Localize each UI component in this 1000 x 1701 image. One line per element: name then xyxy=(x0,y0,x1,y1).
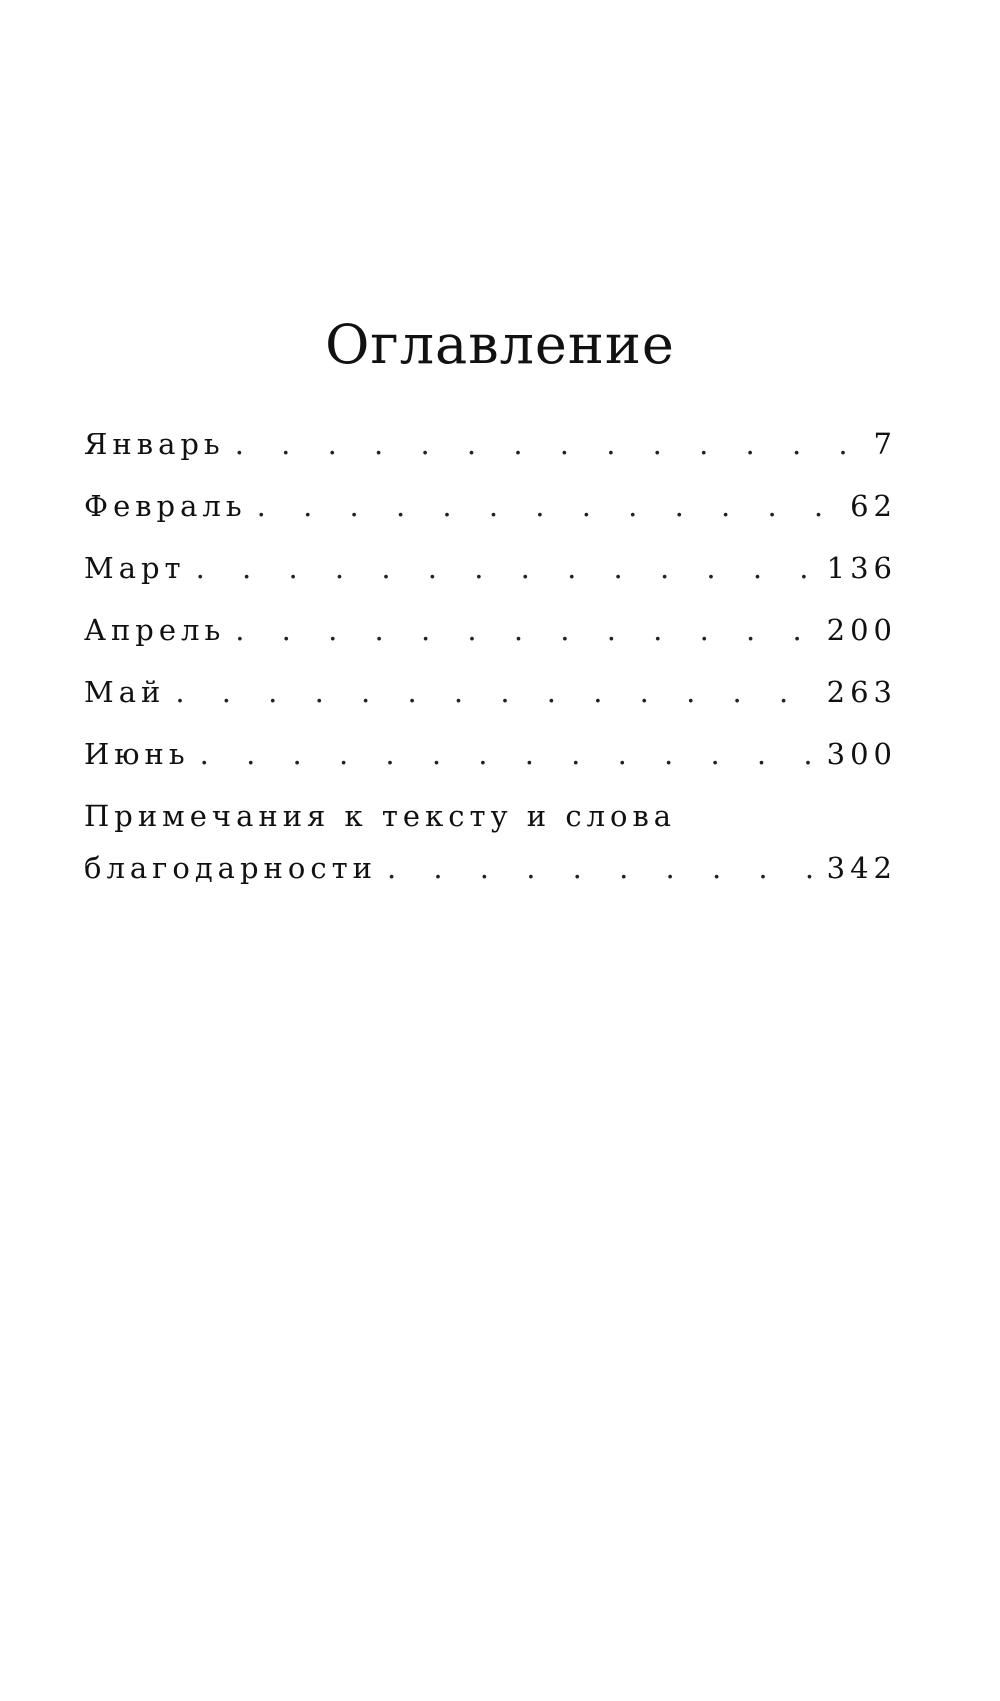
toc-entry-line2 xyxy=(84,851,897,885)
toc-entry-march xyxy=(84,551,897,616)
toc-entry-label: Июнь xyxy=(84,737,190,771)
dot-leader xyxy=(190,740,827,769)
toc-page-number: 62 xyxy=(850,489,897,523)
toc-entry-label: Май xyxy=(84,675,166,709)
toc-page-number: 200 xyxy=(826,613,897,647)
toc-entry-january xyxy=(84,427,897,492)
toc-page-number: 136 xyxy=(826,551,897,585)
toc-entry-february xyxy=(84,489,897,554)
dot-leader xyxy=(247,492,850,521)
toc-page-number: 342 xyxy=(826,851,897,885)
toc-entry-label: Февраль xyxy=(84,489,247,523)
table-of-contents xyxy=(84,427,897,885)
dot-leader xyxy=(377,854,827,883)
toc-page-number: 7 xyxy=(873,427,897,461)
dot-leader xyxy=(186,554,827,583)
toc-page-number: 300 xyxy=(826,737,897,771)
toc-entry-label: Апрель xyxy=(84,613,226,647)
toc-entry-label-line1: Примечания к тексту и слова xyxy=(84,799,677,833)
toc-entry-label: Январь xyxy=(84,427,225,461)
dot-leader xyxy=(225,430,874,459)
dot-leader xyxy=(225,616,826,645)
toc-page-number: 263 xyxy=(826,675,897,709)
toc-entry-label: Март xyxy=(84,551,186,585)
toc-entry-june xyxy=(84,737,897,802)
toc-entry-may xyxy=(84,675,897,740)
toc-entry-label-line2: благодарности xyxy=(84,851,377,885)
toc-entry-notes xyxy=(84,799,897,885)
dot-leader xyxy=(165,678,826,707)
toc-entry-april xyxy=(84,613,897,678)
page-title: Оглавление xyxy=(325,313,675,376)
